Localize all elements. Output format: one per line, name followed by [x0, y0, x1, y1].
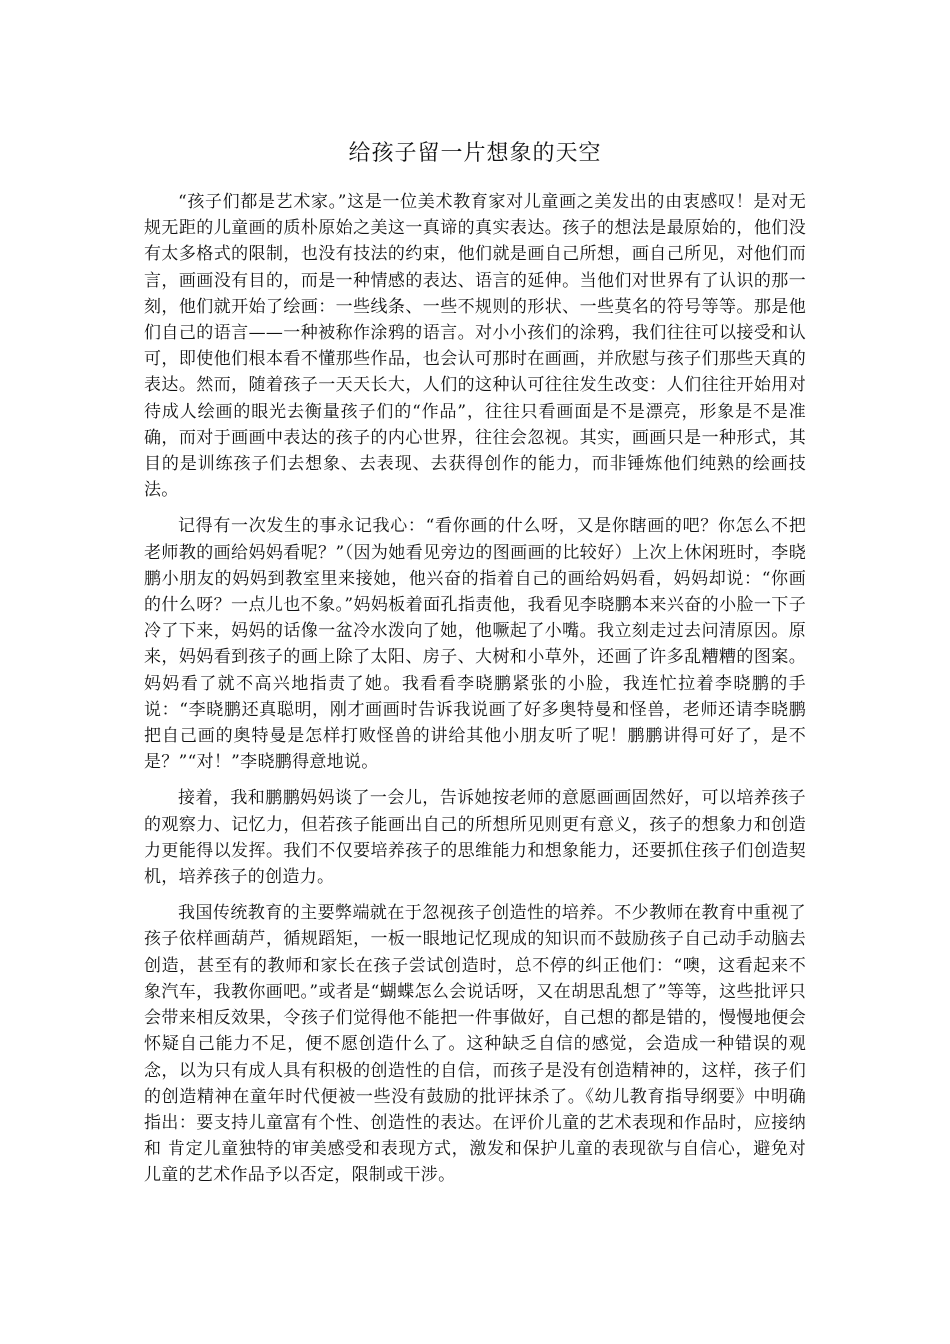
paragraph-3: 接着，我和鹏鹏妈妈谈了一会儿，告诉她按老师的意愿画画固然好，可以培养孩子的观察力、记忆力，但若孩子能画出自己的所想所见则更有意义，孩子的想象力和创造力更能得以发挥。我们不仅要培养孩子的思维能力和想象能力，还要抓住孩子们创造契机，培养孩子的创造力。 — [144, 788, 806, 888]
paragraph-1: “孩子们都是艺术家。”这是一位美术教育家对儿童画之美发出的由衷感叹！是对无规无距的儿童画的质朴原始之美这一真谛的真实表达。孩子的想法是最原始的，他们没有太多格式的限制，也没有技法的约束，他们就是画自己所想，画自己所见，对他们而言，画画没有目的，而是一种情感的表达、语言的延伸。当他们对世界有了认识的那一刻，他们就开始了绘画：一些线条、一些不规则的形状、一些莫名的符号等等。那是他们自己的语言——一种被称作涂鸦的语言。对小小孩们的涂鸦，我们往往可以接受和认可，即使他们根本看不懂那些作品，也会认可那时在画画，并欣慰与孩子们那些天真的表达。然而，随着孩子一天天长大，人们的这种认可往往发生改变：人们往往开始用对待成人绘画的眼光去衡量孩子们的“作品”，往往只看画面是不是漂亮，形象是不是准确，而对于画画中表达的孩子的内心世界，往往会忽视。其实，画画只是一种形式，其目的是训练孩子们去想象、去表现、去获得创作的能力，而非锤炼他们纯熟的绘画技法。 — [144, 192, 806, 501]
paragraph-2: 记得有一次发生的事永记我心：“看你画的什么呀，又是你瞎画的吧？你怎么不把老师教的画给妈妈看呢？”（因为她看见旁边的图画画的比较好）上次上休闲班时，李晓鹏小朋友的妈妈到教室里来接她，他兴奋的指着自己的画给妈妈看，妈妈却说：“你画的什么呀？一点儿也不象。”妈妈板着面孔指责他，我看见李晓鹏本来兴奋的小脸一下子冷了下来，妈妈的话像一盆冷水泼向了她，他噘起了小嘴。我立刻走过去问清原因。原来，妈妈看到孩子的画上除了太阳、房子、大树和小草外，还画了许多乱糟糟的图案。妈妈看了就不高兴地指责了她。我看看李晓鹏紧张的小脸，我连忙拉着李晓鹏的手说：“李晓鹏还真聪明，刚才画画时告诉我说画了好多奥特曼和怪兽，老师还请李晓鹏把自己画的奥特曼是怎样打败怪兽的讲给其他小朋友听了呢！鹏鹏讲得可好了，是不是？”“对！”李晓鹏得意地说。 — [144, 516, 806, 773]
document-page — [144, 130, 806, 1199]
paragraph-4: 我国传统教育的主要弊端就在于忽视孩子创造性的培养。不少教师在教育中重视了孩子依样画葫芦，循规蹈矩，一板一眼地记忆现成的知识而不鼓励孩子自己动手动脑去创造，甚至有的教师和家长在孩子尝试创造时，总不停的纠正他们：“噢，这看起来不象汽车，我教你画吧。”或者是“蝴蝶怎么会说话呀，又在胡思乱想了”等等，这些批评只会带来相反效果，令孩子们觉得他不能把一件事做好，自己想的都是错的，慢慢地便会怀疑自己能力不足，便不愿创造什么了。这种缺乏自信的感觉，会造成一种错误的观念，以为只有成人具有积极的创造性的自信，而孩子是没有创造精神的，这样，孩子们的创造精神在童年时代便被一些没有鼓励的批评抹杀了。《幼儿教育指导纲要》中明确指出：要支持儿童富有个性、创造性的表达。在评价儿童的艺术表现和作品时，应接纳和 肯定儿童独特的审美感受和表现方式，激发和保护儿童的表现欲与自信心，避免对儿童的艺术作品予以否定，限制或干涉。 — [144, 903, 806, 1186]
document-title: 给孩子留一片想象的天空 — [348, 141, 602, 166]
